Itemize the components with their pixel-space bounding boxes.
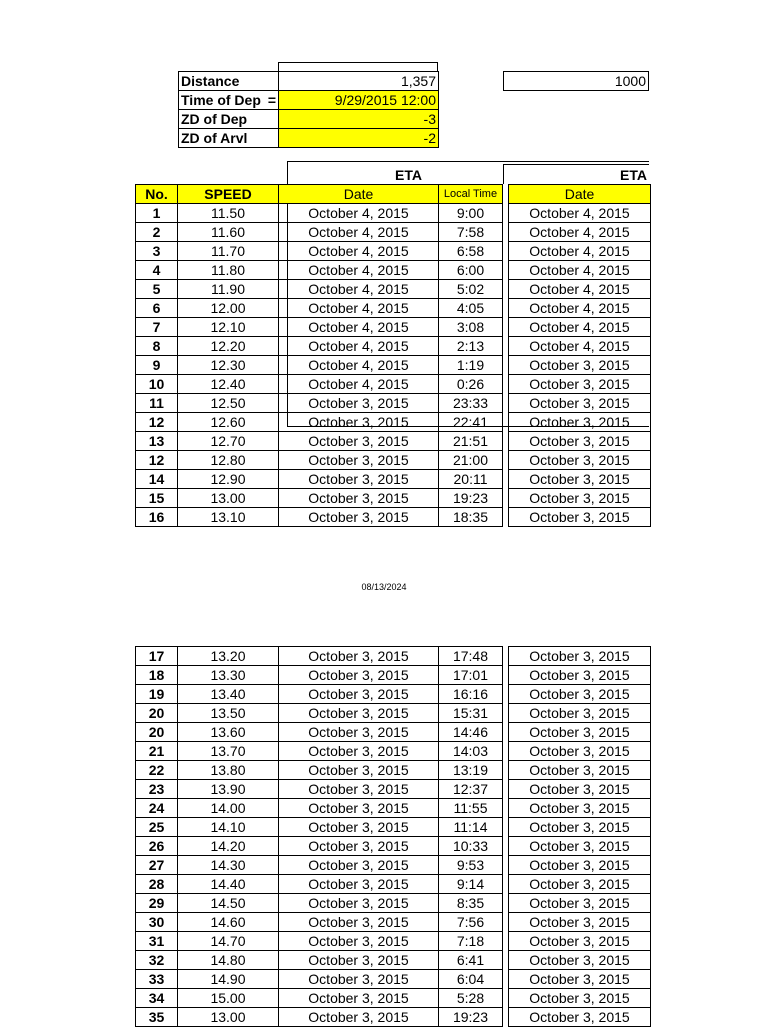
eta-date-cell[interactable]: October 3, 2015 [279,742,439,761]
table-row [136,818,651,837]
table-row [136,856,651,875]
eta-title: ETA [395,167,422,183]
table-row [136,356,651,375]
table-row [136,875,651,894]
local-time-cell[interactable]: 14:03 [439,742,503,761]
eta-date-cell[interactable]: October 4, 2015 [279,375,439,394]
eta-date-right-cell[interactable]: October 3, 2015 [509,742,651,761]
table-row [136,894,651,913]
departure-time-row [179,91,439,110]
zd-departure-value[interactable]: -3 [279,110,439,129]
eta-date-cell[interactable]: October 4, 2015 [279,299,439,318]
table-row [136,337,651,356]
eta-table-bottom [135,646,651,1027]
eta-date-right-cell[interactable]: October 3, 2015 [509,818,651,837]
local-time-cell[interactable]: 9:00 [439,204,503,223]
eta-title-right: ETA [620,167,647,183]
header-date: Date [279,185,439,204]
speed-cell[interactable]: 12.10 [178,318,279,337]
row-number[interactable]: 8 [136,337,178,356]
info-box-left-edge [278,62,279,72]
row-number[interactable]: 19 [136,685,178,704]
local-time-cell[interactable]: 6:00 [439,261,503,280]
eta-date-right-cell[interactable]: October 3, 2015 [509,666,651,685]
eta-date-cell[interactable]: October 3, 2015 [279,856,439,875]
speed-cell[interactable]: 14.10 [178,818,279,837]
distance-row [179,72,439,91]
speed-cell[interactable]: 13.80 [178,761,279,780]
row-number[interactable]: 1 [136,204,178,223]
eta-date-cell[interactable]: October 3, 2015 [279,780,439,799]
eta-date-cell[interactable]: October 4, 2015 [279,356,439,375]
eta-date-right-cell[interactable]: October 3, 2015 [509,875,651,894]
eta-date-cell[interactable]: October 3, 2015 [279,970,439,989]
table-row [136,375,651,394]
table-row [136,299,651,318]
local-time-cell[interactable]: 5:28 [439,989,503,1008]
eta-date-right-cell[interactable]: October 4, 2015 [509,223,651,242]
row-number[interactable]: 15 [136,489,178,508]
speed-cell[interactable]: 12.60 [178,413,279,432]
speed-cell[interactable]: 12.90 [178,470,279,489]
eta-date-cell[interactable]: October 3, 2015 [279,761,439,780]
local-time-cell[interactable]: 6:58 [439,242,503,261]
eta-date-cell[interactable]: October 4, 2015 [279,318,439,337]
local-time-cell[interactable]: 20:11 [439,470,503,489]
row-number[interactable]: 12 [136,413,178,432]
eta-date-right-cell[interactable]: October 3, 2015 [509,780,651,799]
departure-time-label [179,91,279,110]
speed-cell[interactable]: 15.00 [178,989,279,1008]
eta-date-cell[interactable]: October 3, 2015 [279,989,439,1008]
speed-cell[interactable]: 13.00 [178,489,279,508]
row-number[interactable]: 6 [136,299,178,318]
local-time-cell[interactable]: 23:33 [439,394,503,413]
eta-date-cell[interactable]: October 3, 2015 [279,394,439,413]
distance-label: Distance [179,72,279,91]
eta-box-top-edge [287,161,649,162]
table-row [136,723,651,742]
eta-table-top [135,184,651,527]
eta-date-cell[interactable]: October 4, 2015 [279,337,439,356]
speed-cell[interactable]: 13.60 [178,723,279,742]
eta-date-cell[interactable]: October 4, 2015 [279,204,439,223]
local-time-cell[interactable]: 17:01 [439,666,503,685]
speed-cell[interactable]: 13.40 [178,685,279,704]
info-box-right-edge [437,62,438,72]
speed-cell[interactable]: 12.20 [178,337,279,356]
eta-date-right-cell[interactable]: October 3, 2015 [509,894,651,913]
eta-date-cell[interactable]: October 3, 2015 [279,432,439,451]
row-number[interactable]: 5 [136,280,178,299]
row-number[interactable]: 24 [136,799,178,818]
table-row [136,951,651,970]
eta-date-right-cell[interactable]: October 3, 2015 [509,413,651,432]
eta-date-cell[interactable]: October 4, 2015 [279,223,439,242]
speed-cell[interactable]: 14.50 [178,894,279,913]
table-header-row [136,185,651,204]
eta-date-cell[interactable]: October 3, 2015 [279,685,439,704]
local-time-cell[interactable]: 16:16 [439,685,503,704]
eta-date-cell[interactable]: October 3, 2015 [279,932,439,951]
row-number[interactable]: 11 [136,394,178,413]
zd-departure-label: ZD of Dep [179,110,279,129]
row-number[interactable]: 35 [136,1008,178,1027]
speed-cell[interactable]: 13.30 [178,666,279,685]
local-time-cell[interactable]: 21:51 [439,432,503,451]
table-row [136,413,651,432]
table-row [136,470,651,489]
row-number[interactable]: 22 [136,761,178,780]
eta-date-right-cell[interactable]: October 3, 2015 [509,856,651,875]
eta-date-cell[interactable]: October 3, 2015 [279,470,439,489]
table-row [136,318,651,337]
local-time-cell[interactable]: 11:55 [439,799,503,818]
table-row [136,204,651,223]
speed-cell[interactable]: 11.90 [178,280,279,299]
table-row [136,970,651,989]
local-time-cell[interactable]: 15:31 [439,704,503,723]
local-time-cell[interactable]: 4:05 [439,299,503,318]
eta-date-right-cell[interactable]: October 3, 2015 [509,470,651,489]
eta-date-right-cell[interactable]: October 3, 2015 [509,913,651,932]
local-time-cell[interactable]: 1:19 [439,356,503,375]
row-number[interactable]: 2 [136,223,178,242]
eta-date-right-cell[interactable]: October 3, 2015 [509,685,651,704]
table-row [136,394,651,413]
speed-cell[interactable]: 12.00 [178,299,279,318]
eta-date-right-cell[interactable]: October 3, 2015 [509,489,651,508]
table-row [136,451,651,470]
eta-date-right-cell[interactable]: October 4, 2015 [509,280,651,299]
zd-departure-row [179,110,439,129]
equals-sign: = [267,92,276,108]
local-time-cell[interactable]: 6:04 [439,970,503,989]
row-number[interactable]: 20 [136,723,178,742]
table-row [136,666,651,685]
row-number[interactable]: 27 [136,856,178,875]
speed-cell[interactable]: 13.70 [178,742,279,761]
eta-date-right-cell[interactable]: October 3, 2015 [509,989,651,1008]
eta-date-cell[interactable]: October 3, 2015 [279,508,439,527]
speed-cell[interactable]: 11.80 [178,261,279,280]
row-number[interactable]: 3 [136,242,178,261]
eta-date-cell[interactable]: October 3, 2015 [279,666,439,685]
eta-date-right-cell[interactable]: October 3, 2015 [509,451,651,470]
table-row [136,432,651,451]
local-time-cell[interactable]: 5:02 [439,280,503,299]
eta-date-cell[interactable]: October 3, 2015 [279,489,439,508]
voyage-info-table [178,71,439,148]
speed-cell[interactable]: 14.30 [178,856,279,875]
speed-cell[interactable]: 11.70 [178,242,279,261]
row-number[interactable]: 31 [136,932,178,951]
side-value-box [503,71,649,91]
local-time-cell[interactable]: 7:56 [439,913,503,932]
speed-cell[interactable]: 12.70 [178,432,279,451]
departure-time-label-text: Time of Dep [181,92,261,108]
speed-cell[interactable]: 14.40 [178,875,279,894]
eta-date-right-cell[interactable]: October 4, 2015 [509,299,651,318]
eta-date-right-cell[interactable]: October 3, 2015 [509,356,651,375]
local-time-cell[interactable]: 9:53 [439,856,503,875]
table-row [136,223,651,242]
eta-date-cell[interactable]: October 3, 2015 [279,837,439,856]
speed-cell[interactable]: 11.50 [178,204,279,223]
row-number[interactable]: 34 [136,989,178,1008]
local-time-cell[interactable]: 18:35 [439,508,503,527]
table-row [136,799,651,818]
eta-date-cell[interactable]: October 3, 2015 [279,799,439,818]
speed-cell[interactable]: 14.70 [178,932,279,951]
row-number[interactable]: 17 [136,647,178,666]
table-row [136,685,651,704]
zd-arrival-value[interactable]: -2 [279,129,439,148]
eta-date-right-cell[interactable]: October 3, 2015 [509,647,651,666]
eta-date-cell[interactable]: October 3, 2015 [279,894,439,913]
local-time-cell[interactable]: 22:41 [439,413,503,432]
row-number[interactable]: 16 [136,508,178,527]
local-time-cell[interactable]: 0:26 [439,375,503,394]
row-number[interactable]: 28 [136,875,178,894]
header-date-right: Date [509,185,651,204]
table-row [136,280,651,299]
row-number[interactable]: 32 [136,951,178,970]
eta-date-cell[interactable]: October 3, 2015 [279,818,439,837]
table-row [136,489,651,508]
row-number[interactable]: 14 [136,470,178,489]
eta-date-cell[interactable]: October 3, 2015 [279,951,439,970]
eta-date-right-cell[interactable]: October 4, 2015 [509,204,651,223]
info-box-top-edge [278,62,438,63]
speed-cell[interactable]: 12.50 [178,394,279,413]
table-row [136,742,651,761]
header-local-time: Local Time [439,185,503,204]
speed-cell[interactable]: 13.00 [178,1008,279,1027]
table-row [136,837,651,856]
local-time-cell[interactable]: 7:58 [439,223,503,242]
speed-cell[interactable]: 12.40 [178,375,279,394]
eta-date-cell[interactable]: October 3, 2015 [279,451,439,470]
eta-right-left-edge [503,164,504,184]
eta-date-cell[interactable]: October 3, 2015 [279,413,439,432]
eta-date-right-cell[interactable]: October 3, 2015 [509,951,651,970]
distance-value[interactable]: 1,357 [279,72,439,91]
table-row [136,932,651,951]
table-row [136,261,651,280]
eta-date-right-cell[interactable]: October 3, 2015 [509,761,651,780]
eta-date-right-cell[interactable]: October 4, 2015 [509,261,651,280]
eta-date-right-cell[interactable]: October 3, 2015 [509,704,651,723]
row-number[interactable]: 20 [136,704,178,723]
local-time-cell[interactable]: 9:14 [439,875,503,894]
zd-arrival-label: ZD of Arvl [179,129,279,148]
eta-date-cell[interactable]: October 4, 2015 [279,242,439,261]
speed-cell[interactable]: 12.80 [178,451,279,470]
table-row [136,704,651,723]
speed-cell[interactable]: 13.20 [178,647,279,666]
row-number[interactable]: 7 [136,318,178,337]
speed-cell[interactable]: 12.30 [178,356,279,375]
eta-date-cell[interactable]: October 3, 2015 [279,704,439,723]
eta-date-right-cell[interactable]: October 3, 2015 [509,394,651,413]
local-time-cell[interactable]: 14:46 [439,723,503,742]
eta-date-right-cell[interactable]: October 4, 2015 [509,337,651,356]
row-number[interactable]: 10 [136,375,178,394]
zd-arrival-row [179,129,439,148]
local-time-cell[interactable]: 11:14 [439,818,503,837]
header-speed: SPEED [178,185,279,204]
speed-cell[interactable]: 11.60 [178,223,279,242]
eta-date-cell[interactable]: October 3, 2015 [279,647,439,666]
eta-date-cell[interactable]: October 4, 2015 [279,261,439,280]
eta-date-right-cell[interactable]: October 3, 2015 [509,723,651,742]
local-time-cell[interactable]: 13:19 [439,761,503,780]
eta-date-right-cell[interactable]: October 3, 2015 [509,432,651,451]
local-time-cell[interactable]: 6:41 [439,951,503,970]
table-row [136,989,651,1008]
eta-date-right-cell[interactable]: October 3, 2015 [509,837,651,856]
eta-date-right-cell[interactable]: October 4, 2015 [509,242,651,261]
table-row [136,780,651,799]
speed-cell[interactable]: 13.90 [178,780,279,799]
eta-date-right-cell[interactable]: October 3, 2015 [509,375,651,394]
row-number[interactable]: 12 [136,451,178,470]
eta-right-top-edge [503,164,649,165]
speed-cell[interactable]: 13.50 [178,704,279,723]
row-number[interactable]: 26 [136,837,178,856]
eta-date-cell[interactable]: October 4, 2015 [279,280,439,299]
local-time-cell[interactable]: 21:00 [439,451,503,470]
departure-time-value[interactable]: 9/29/2015 12:00 [279,91,439,110]
eta-date-cell[interactable]: October 3, 2015 [279,913,439,932]
table-row [136,242,651,261]
eta-date-right-cell[interactable]: October 3, 2015 [509,799,651,818]
eta-date-cell[interactable]: October 3, 2015 [279,875,439,894]
speed-cell[interactable]: 14.60 [178,913,279,932]
row-number[interactable]: 4 [136,261,178,280]
row-number[interactable]: 23 [136,780,178,799]
speed-cell[interactable]: 13.10 [178,508,279,527]
side-value[interactable]: 1000 [504,72,649,91]
row-number[interactable]: 25 [136,818,178,837]
local-time-cell[interactable]: 17:48 [439,647,503,666]
header-no: No. [136,185,178,204]
row-number[interactable]: 30 [136,913,178,932]
row-number[interactable]: 33 [136,970,178,989]
local-time-cell[interactable]: 7:18 [439,932,503,951]
speed-cell[interactable]: 14.20 [178,837,279,856]
local-time-cell[interactable]: 10:33 [439,837,503,856]
eta-date-right-cell[interactable]: October 3, 2015 [509,970,651,989]
eta-date-right-cell[interactable]: October 3, 2015 [509,1008,651,1027]
table-row [136,647,651,666]
speed-cell[interactable]: 14.90 [178,970,279,989]
row-number[interactable]: 13 [136,432,178,451]
table-row [136,913,651,932]
eta-date-cell[interactable]: October 3, 2015 [279,723,439,742]
speed-cell[interactable]: 14.80 [178,951,279,970]
local-time-cell[interactable]: 19:23 [439,489,503,508]
speed-cell[interactable]: 14.00 [178,799,279,818]
local-time-cell[interactable]: 3:08 [439,318,503,337]
local-time-cell[interactable]: 8:35 [439,894,503,913]
local-time-cell[interactable]: 19:23 [439,1008,503,1027]
eta-date-right-cell[interactable]: October 3, 2015 [509,508,651,527]
local-time-cell[interactable]: 2:13 [439,337,503,356]
row-number[interactable]: 29 [136,894,178,913]
eta-date-right-cell[interactable]: October 4, 2015 [509,318,651,337]
row-number[interactable]: 18 [136,666,178,685]
eta-date-right-cell[interactable]: October 3, 2015 [509,932,651,951]
table-row [136,761,651,780]
eta-date-cell[interactable]: October 3, 2015 [279,1008,439,1027]
local-time-cell[interactable]: 12:37 [439,780,503,799]
row-number[interactable]: 9 [136,356,178,375]
footer-date: 08/13/2024 [361,582,407,592]
table-row [136,508,651,527]
row-number[interactable]: 21 [136,742,178,761]
